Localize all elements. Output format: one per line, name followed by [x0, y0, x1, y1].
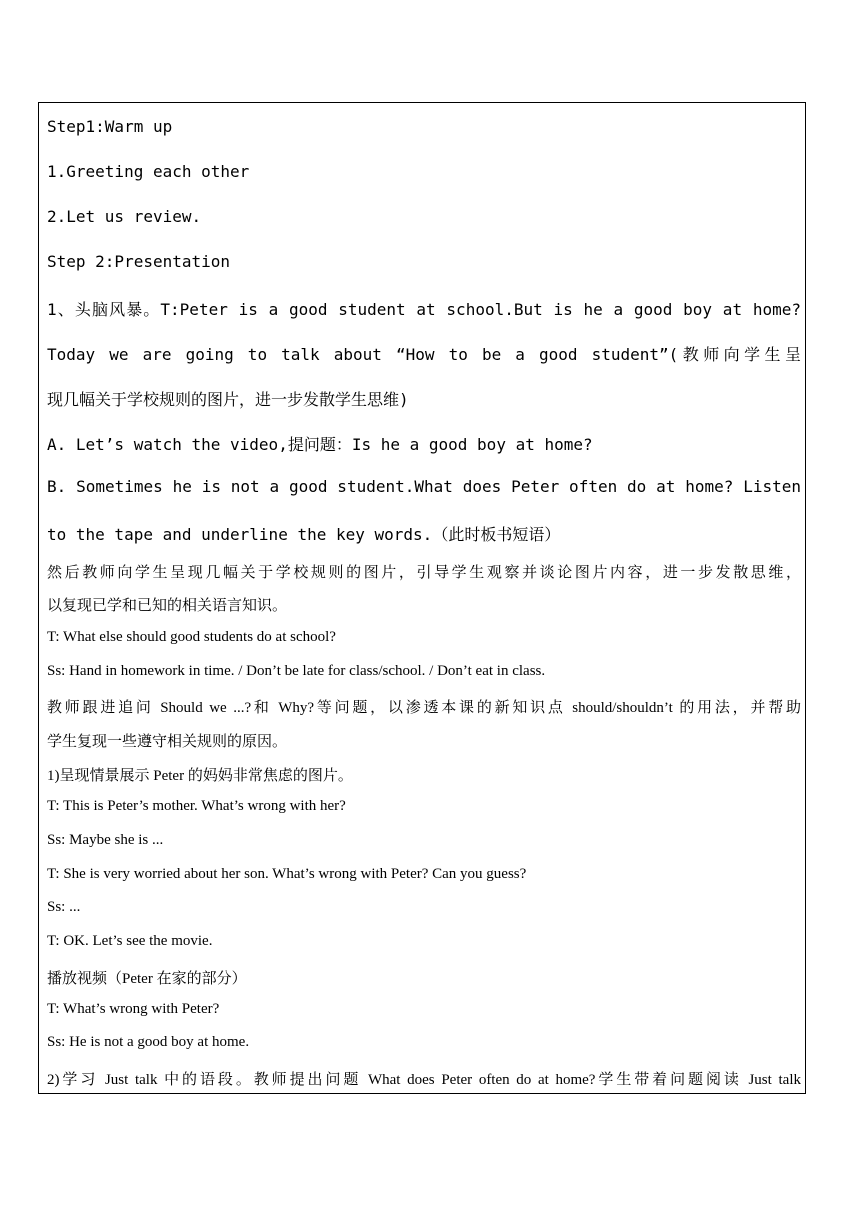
brainstorm-line-2: Today we are going to talk about “How to be a good student”(教师向学生呈: [47, 345, 801, 364]
dialogue-t-5: T: What’s wrong with Peter?: [47, 1001, 220, 1017]
teacher-note-line-1: 然后教师向学生呈现几幅关于学校规则的图片，引导学生观察并谈论图片内容，进一步发散思维，: [47, 565, 801, 581]
just-talk-intro: 2)学习 Just talk 中的语段。教师提出问题 What does Peter often do at home?学生带着问题阅读 Just talk: [47, 1072, 801, 1088]
brainstorm-line-1: 1、头脑风暴。T:Peter is a good student at school.But is he a good boy at home?: [47, 300, 801, 319]
activity-b-line-2: to the tape and underline the key words.（此时板书短语）: [47, 525, 561, 544]
dialogue-ss-4: Ss: He is not a good boy at home.: [47, 1034, 250, 1050]
step1-heading: Step1:Warm up: [47, 117, 173, 136]
dialogue-t-4: T: OK. Let’s see the movie.: [47, 933, 213, 949]
followup-line-2: 学生复现一些遵守相关规则的原因。: [47, 734, 288, 750]
warmup-item-2: 2.Let us review.: [47, 207, 202, 226]
scene-1-intro: 1)呈现情景展示 Peter 的妈妈非常焦虑的图片。: [47, 768, 353, 784]
activity-a: A. Let’s watch the video,提问题：Is he a good boy at home?: [47, 435, 593, 454]
followup-line-1: 教师跟进追问 Should we ...?和 Why?等问题，以渗透本课的新知识点 should/shouldn’t 的用法，并帮助: [47, 700, 801, 716]
teacher-note-line-2: 以复现已学和已知的相关语言知识。: [47, 598, 288, 614]
play-video-note: 播放视频（Peter 在家的部分）: [47, 971, 247, 987]
dialogue-ss-2: Ss: Maybe she is ...: [47, 832, 164, 848]
activity-b-line-1: B. Sometimes he is not a good student.What does Peter often do at home? Listen: [47, 477, 801, 496]
lesson-plan-box: [38, 102, 806, 1094]
dialogue-ss-1: Ss: Hand in homework in time. / Don’t be late for class/school. / Don’t eat in class.: [47, 663, 546, 679]
dialogue-t-3: T: She is very worried about her son. What’s wrong with Peter? Can you guess?: [47, 866, 527, 882]
brainstorm-line-3: 现几幅关于学校规则的图片，进一步发散学生思维): [47, 390, 409, 409]
warmup-item-1: 1.Greeting each other: [47, 162, 250, 181]
step2-heading: Step 2:Presentation: [47, 252, 231, 271]
dialogue-t-1: T: What else should good students do at school?: [47, 629, 336, 645]
dialogue-t-2: T: This is Peter’s mother. What’s wrong with her?: [47, 798, 346, 814]
dialogue-ss-3: Ss: ...: [47, 899, 81, 915]
